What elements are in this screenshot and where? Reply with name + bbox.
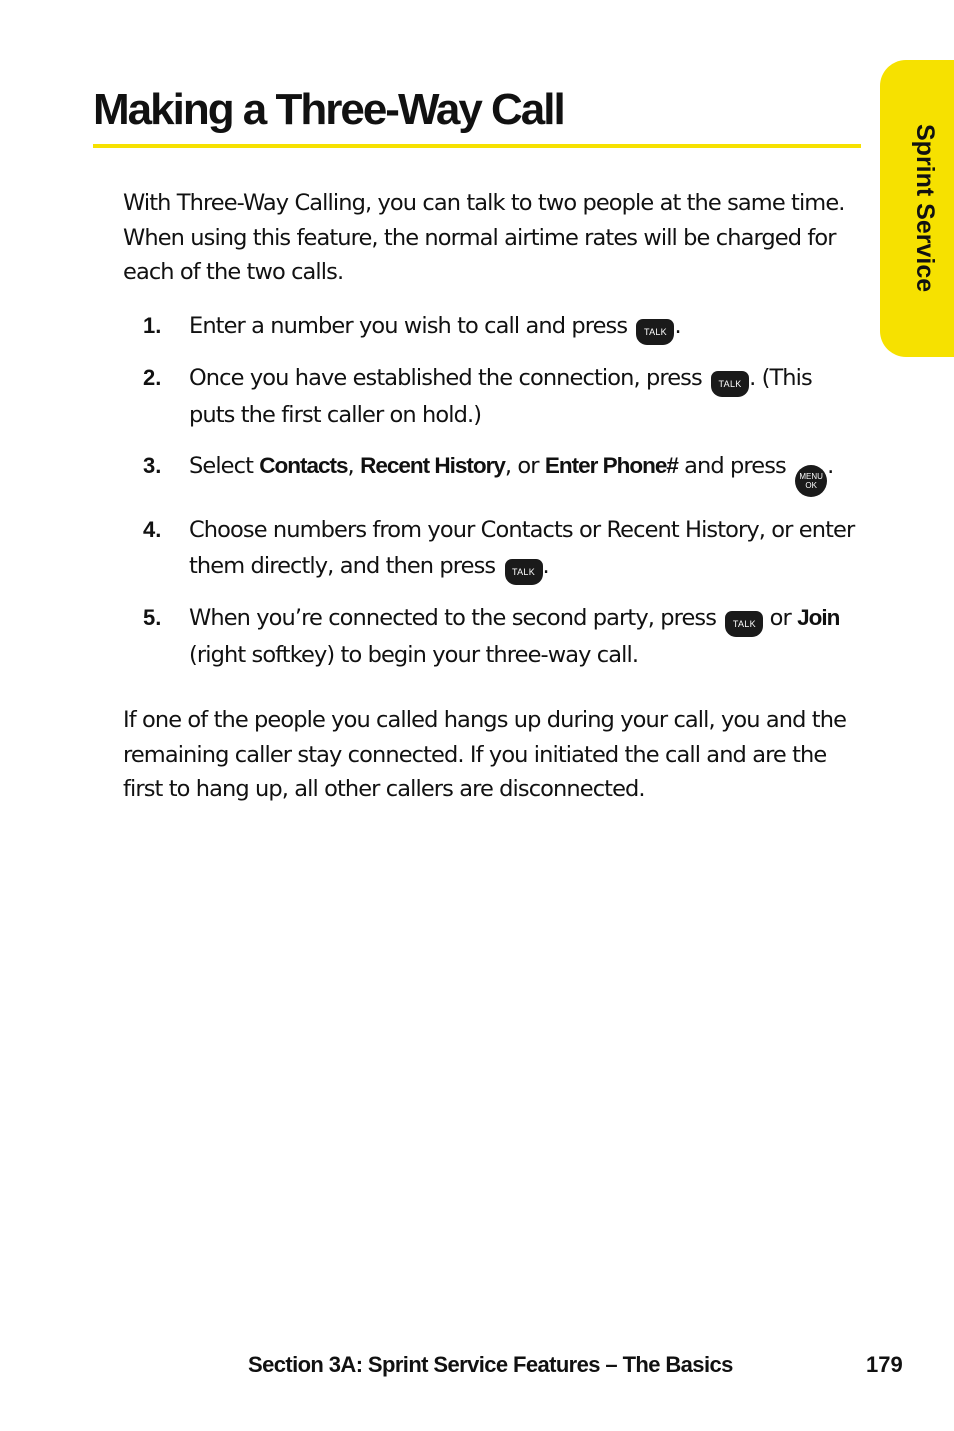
page-title: Making a Three-Way Call <box>93 85 564 134</box>
step-text: Once you have established the connection, press <box>189 365 702 391</box>
talk-key-icon: TALK <box>711 371 749 397</box>
title-rule <box>93 144 861 148</box>
step-1 <box>123 308 863 345</box>
step-text: . <box>542 553 549 579</box>
step-number: 3. <box>143 453 162 478</box>
ok-key-label: OK <box>805 481 817 490</box>
talk-key-icon: TALK <box>505 559 543 585</box>
section-tab-label: Sprint Service <box>911 124 939 293</box>
step-text: Select <box>189 453 254 479</box>
step-text: . <box>827 453 834 479</box>
step-text: (right softkey) to begin your three-way call. <box>189 642 639 668</box>
step-text: When you’re connected to the second party, press <box>189 605 717 631</box>
step-4 <box>123 512 863 585</box>
menu-key-label: MENU <box>799 472 823 481</box>
step-text: . (This puts the first caller on hold.) <box>189 365 812 428</box>
menu-ok-key-icon <box>795 465 827 497</box>
talk-key-icon: TALK <box>636 319 674 345</box>
menu-option-recent-history: Recent History <box>360 453 505 478</box>
step-number: 2. <box>143 365 162 390</box>
footer-section-title: Section 3A: Sprint Service Features – The Basics <box>248 1352 733 1377</box>
step-text: , or <box>504 453 539 479</box>
step-text: Choose numbers from your Contacts or Recent History, or enter them directly, and then press <box>189 517 855 579</box>
step-2 <box>123 360 863 433</box>
step-text: . <box>674 313 681 339</box>
menu-option-contacts: Contacts <box>259 453 348 478</box>
step-number: 4. <box>143 517 162 542</box>
step-text: and press <box>684 453 786 479</box>
softkey-join: Join <box>797 605 840 630</box>
step-text: Enter a number you wish to call and press <box>189 313 628 339</box>
step-text: or <box>769 605 791 631</box>
step-number: 1. <box>143 313 162 338</box>
steps-list <box>123 308 863 688</box>
outro-paragraph: If one of the people you called hangs up during your call, you and the remaining caller stay connected. If you initiated the call and are the first to hang up, all other callers are disconnected. <box>123 707 847 803</box>
intro-paragraph: With Three-Way Calling, you can talk to two people at the same time. When using this feature, the normal airtime rates will be charged for each of the two calls. <box>123 190 845 286</box>
step-text: , <box>347 453 354 479</box>
step-3 <box>123 448 863 497</box>
page-number: 179 <box>866 1352 903 1377</box>
talk-key-icon: TALK <box>725 611 763 637</box>
step-5 <box>123 600 863 673</box>
step-number: 5. <box>143 605 162 630</box>
menu-option-enter-phone: Enter Phone# <box>544 453 678 478</box>
